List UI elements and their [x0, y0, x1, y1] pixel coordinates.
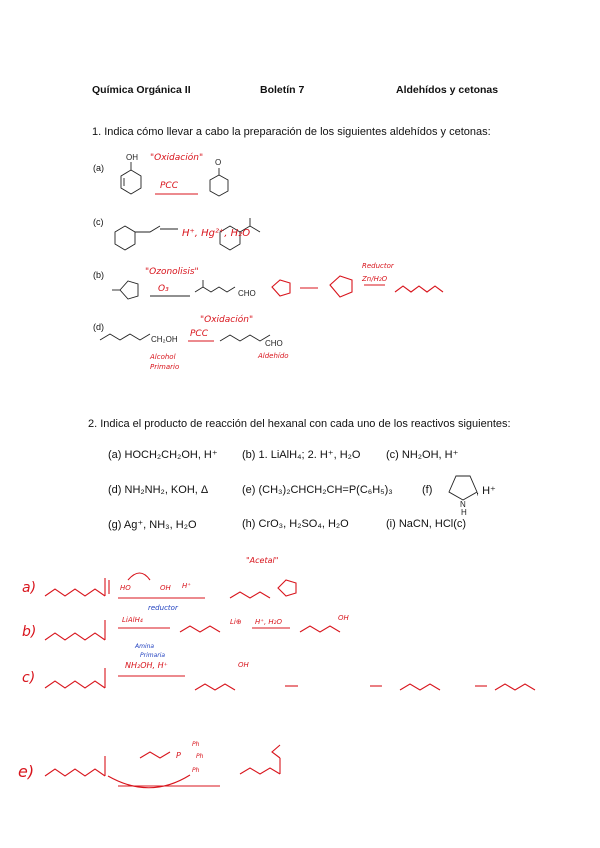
- q1d-product: CHO: [265, 339, 283, 348]
- hw-e-p: P: [176, 751, 181, 760]
- hw-a-note: "Acetal": [246, 556, 279, 565]
- hw-c-label: c): [22, 670, 36, 686]
- hw-answer-a: [22, 556, 296, 598]
- hw-answer-c: [22, 643, 535, 690]
- bulletin-title: Boletín 7: [260, 84, 305, 96]
- reagent-f: (f): [422, 484, 433, 496]
- q1b-note: "Ozonolisis": [145, 267, 199, 277]
- q1d-reactant-note1: Alcohol: [150, 353, 176, 361]
- q1a-reagent: PCC: [160, 181, 178, 191]
- reagent-a: (a) HOCH₂CH₂OH, H⁺: [108, 449, 218, 461]
- hw-b-reagent: LiAlH₄: [122, 616, 143, 624]
- q1-label-a: (a): [93, 163, 104, 173]
- q1d-note: "Oxidación": [200, 315, 254, 325]
- hw-b-label: b): [22, 624, 37, 640]
- hw-e-label: e): [18, 762, 35, 781]
- topic-title: Aldehídos y cetonas: [396, 84, 499, 96]
- hw-c-reagent: NH₂OH, H⁺: [125, 661, 168, 670]
- question-2-prompt: 2. Indica el producto de reacción del hexanal con cada uno de los reactivos siguientes:: [88, 418, 511, 430]
- hw-a-label: a): [22, 580, 37, 596]
- reagent-f-acid: , H⁺: [476, 485, 496, 497]
- pyrrolidine-h: H: [461, 508, 467, 517]
- hw-answer-e: [18, 741, 280, 788]
- q1d-reactant: CH₂OH: [151, 335, 178, 344]
- q1-label-c: (c): [93, 217, 104, 227]
- hw-a-ho: HO: [120, 584, 131, 592]
- q1a-o-label: O: [215, 158, 222, 167]
- hw-b-oh: OH: [338, 614, 349, 622]
- hw-c-oh: OH: [238, 661, 249, 669]
- question-1-prompt: 1. Indica cómo llevar a cabo la preparación de los siguientes aldehídos y cetonas:: [92, 126, 491, 138]
- q1d-product-note: Aldehído: [258, 352, 289, 360]
- hw-b-note: reductor: [148, 604, 178, 612]
- q1c-reagent: H⁺, Hg²⁺, H₂O: [182, 228, 251, 239]
- hw-e-ph3: Ph: [192, 767, 200, 774]
- q1b-product: CHO: [238, 289, 256, 298]
- q1b-extra2: Zn/H₂O: [362, 275, 388, 283]
- hw-answer-b: [22, 604, 350, 640]
- q1a-oh-label: OH: [126, 153, 138, 162]
- hw-c-note1: Amina: [135, 643, 155, 650]
- q1c-scheme: [115, 218, 260, 250]
- q1d-scheme: [100, 314, 289, 371]
- reagent-h: (h) CrO₃, H₂SO₄, H₂O: [242, 518, 349, 530]
- hw-b-li: Li⊕: [230, 618, 242, 626]
- q1a-scheme: [121, 152, 228, 196]
- q1-label-d: (d): [93, 322, 104, 332]
- q1d-reactant-note2: Primario: [150, 363, 180, 371]
- hw-c-note2: Primaria: [140, 652, 166, 659]
- q1a-note: "Oxidación": [150, 153, 204, 163]
- hw-b-step2: H⁺, H₂O: [255, 618, 282, 626]
- reagent-b: (b) 1. LiAlH₄; 2. H⁺, H₂O: [242, 449, 361, 461]
- hw-e-ph2: Ph: [196, 753, 204, 760]
- hw-a-oh: OH: [160, 584, 171, 592]
- q1d-reagent: PCC: [190, 329, 208, 339]
- reagent-i: (i) NaCN, HCl(c): [386, 518, 467, 530]
- q1b-reagent: O₃: [158, 284, 169, 294]
- hw-a-h: H⁺: [182, 582, 191, 590]
- q1b-scheme: [112, 262, 443, 299]
- pyrrolidine-n: N: [460, 500, 466, 509]
- q1-label-b: (b): [93, 270, 104, 280]
- q1b-extra: Reductor: [362, 262, 394, 270]
- reagent-g: (g) Ag⁺, NH₃, H₂O: [108, 519, 197, 531]
- reagent-e: (e) (CH₃)₂CHCH₂CH=P(C₆H₅)₃: [242, 484, 393, 496]
- reagent-d: (d) NH₂NH₂, KOH, Δ: [108, 484, 209, 496]
- pyrrolidine-structure: [449, 476, 477, 517]
- reagent-c: (c) NH₂OH, H⁺: [386, 449, 459, 461]
- course-title: Química Orgánica II: [92, 84, 191, 96]
- hw-e-ph1: Ph: [192, 741, 200, 748]
